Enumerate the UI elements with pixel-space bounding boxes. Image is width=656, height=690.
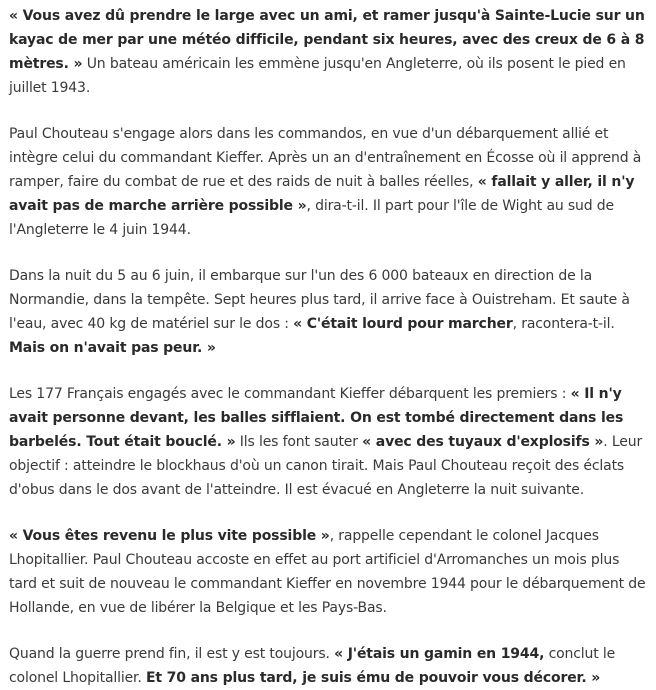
article-paragraph [9,642,651,690]
quote-text: « Il n'y avait personne devant, les balles sifflaient. On est tombé directement dans les barbelés. Tout était bouclé. » [9,386,624,450]
article-paragraph [9,524,651,620]
article-paragraph [9,4,651,100]
body-text: , rappelle cependant le colonel Jacques Lhopitallier. Paul Chouteau accoste en effet au port artificiel d'Arromanches un mois plus tard et suit de nouveau le commandant Kieffer en novembre 1944 pour le débarquement de Hollande, en vue de libérer la Belgique et les Pays-Bas. [9,528,646,616]
quote-text: « fallait y aller, il n'y avait pas de marche arrière possible » [9,174,635,214]
body-text: Un bateau américain les emmène jusqu'en Angleterre, où ils posent le pied en juillet 1943. [9,56,626,96]
quote-text: « Vous avez dû prendre le large avec un ami, et ramer jusqu'à Sainte-Lucie sur un kayac de mer par une météo difficile, pendant six heures, avec des creux de 6 à 8 mètres. » [9,8,645,72]
article-paragraph [9,382,651,502]
quote-text: « Vous êtes revenu le plus vite possible » [9,528,330,544]
body-text: Paul Chouteau s'engage alors dans les commandos, en vue d'un débarquement allié et intègre celui du commandant Kieffer. Après un an d'entraînement en Écosse où il apprend à ramper, faire du combat de rue et des raids de nuit à balles réelles, [9,126,642,190]
body-text: Ils les font sauter [235,434,363,450]
body-text: Dans la nuit du 5 au 6 juin, il embarque sur l'un des 6 000 bateaux en direction de la Normandie, dans la tempête. Sept heures plus tard, il arrive face à Ouistreham. Et saute à l'eau, avec 40 kg de matériel sur le dos : [9,268,630,332]
body-text: conclut le colonel Lhopitallier. [9,646,616,686]
quote-text: « C'était lourd pour marcher [293,316,513,332]
article-paragraph [9,264,651,360]
body-text: , dira-t-il. Il part pour l'île de Wight au sud de l'Angleterre le 4 juin 1944. [9,198,615,238]
article-paragraph [9,122,651,242]
body-text: Les 177 Français engagés avec le commandant Kieffer débarquent les premiers : [9,386,571,402]
quote-text: « J'étais un gamin en 1944, [334,646,545,662]
body-text: Quand la guerre prend fin, il est y est toujours. [9,646,335,662]
body-text: . Leur objectif : atteindre le blockhaus d'où un canon tirait. Mais Paul Chouteau reçoit des éclats d'obus dans le dos avant de l'atteindre. Il est évacué en Angleterre la nuit suivante. [9,434,643,498]
quote-text: « avec des tuyaux d'explosifs » [362,434,604,450]
body-text: , racontera-t-il. [512,316,615,332]
quote-text: Mais on n'avait pas peur. » [9,340,216,356]
quote-text: Et 70 ans plus tard, je suis ému de pouvoir vous décorer. » [145,670,601,686]
